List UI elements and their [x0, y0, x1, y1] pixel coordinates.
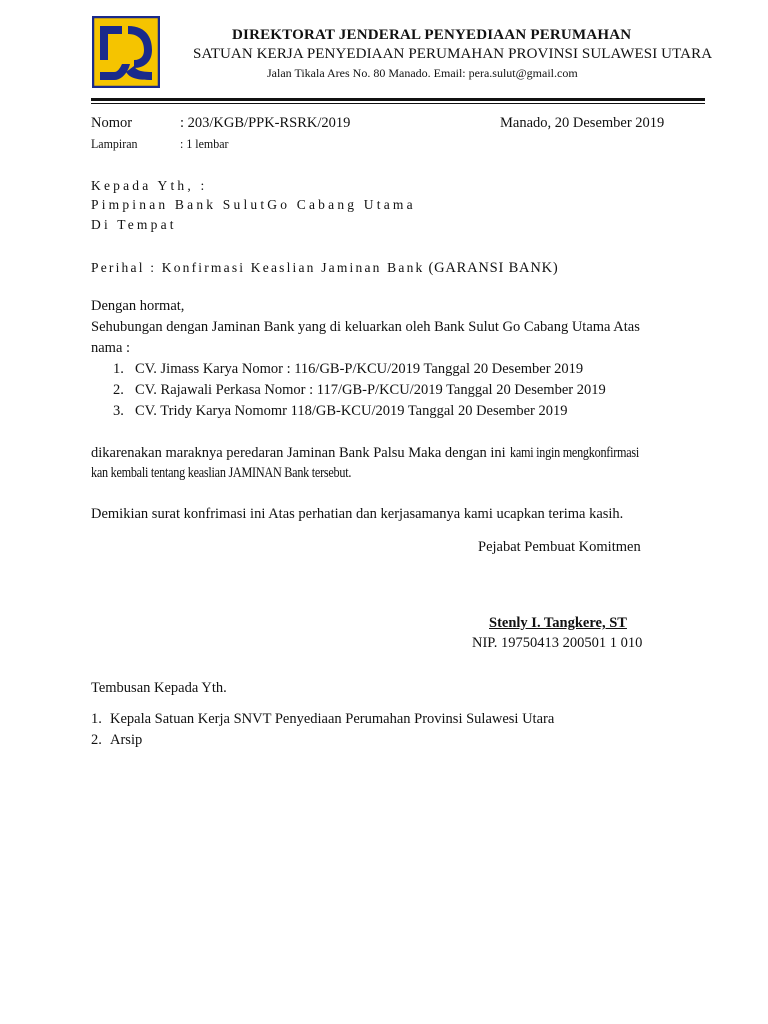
- greeting: Dengan hormat,: [91, 298, 185, 314]
- lampiran-value: : 1 lembar: [180, 136, 229, 151]
- intro-line-1: Sehubungan dengan Jaminan Bank yang di keluarkan oleh Bank Sulut Go Cabang Utama Atas: [91, 319, 640, 335]
- paragraph-2-line-2: kan kembali tentang keaslian JAMINAN Bank tersebut.: [91, 465, 352, 481]
- office-address: Jalan Tikala Ares No. 80 Manado. Email: pera.sulut@gmail.com: [267, 66, 578, 80]
- list-item: CV. Jimass Karya Nomor : 116/GB-P/KCU/2019 Tanggal 20 Desember 2019: [135, 361, 584, 377]
- recipient-salutation: Kepada Yth, :: [91, 178, 208, 193]
- intro-line-2: nama :: [91, 340, 131, 356]
- subject-suffix: (GARANSI BANK): [428, 260, 559, 276]
- cc-item-number: 1.: [91, 711, 102, 727]
- unit-name: SATUAN KERJA PENYEDIAAN PERUMAHAN PROVINSI SULAWESI UTARA: [193, 46, 713, 62]
- cc-item: Kepala Satuan Kerja SNVT Penyediaan Perumahan Provinsi Sulawesi Utara: [110, 711, 555, 727]
- list-item-number: 2.: [113, 382, 124, 398]
- letterhead-divider-thin: [91, 103, 705, 104]
- list-item-number: 3.: [113, 403, 124, 419]
- letterhead-divider-thick: [91, 98, 705, 101]
- signatory-nip: NIP. 19750413 200501 1 010: [472, 635, 643, 651]
- list-item: CV. Rajawali Perkasa Nomor : 117/GB-P/KCU/2019 Tanggal 20 Desember 2019: [135, 382, 606, 398]
- paragraph-2-line-1: [91, 444, 663, 462]
- signatory-title: Pejabat Pembuat Komitmen: [478, 539, 641, 555]
- recipient-place: Di Tempat: [91, 217, 177, 232]
- nomor-label: Nomor: [91, 115, 133, 131]
- paragraph-2-text-b: kami ingin mengkonfirmasi: [509, 445, 639, 461]
- subject-line: [91, 259, 559, 277]
- cc-item-number: 2.: [91, 732, 102, 748]
- nomor-value: : 203/KGB/PPK-RSRK/2019: [180, 115, 351, 131]
- paragraph-2-text-a: dikarenakan maraknya peredaran Jaminan Bank Palsu Maka dengan ini: [91, 445, 506, 461]
- subject-prefix: Perihal : Konfirmasi Keaslian Jaminan Bank: [91, 260, 425, 275]
- cc-item: Arsip: [110, 732, 143, 748]
- cc-heading: Tembusan Kepada Yth.: [91, 680, 227, 696]
- letter-date: Manado, 20 Desember 2019: [500, 115, 665, 131]
- org-title: DIREKTORAT JENDERAL PENYEDIAAN PERUMAHAN: [232, 27, 632, 43]
- list-item: CV. Tridy Karya Nomomr 118/GB-KCU/2019 Tanggal 20 Desember 2019: [135, 403, 568, 419]
- ministry-logo: [92, 16, 160, 88]
- list-item-number: 1.: [113, 361, 124, 377]
- signatory-name: Stenly I. Tangkere, ST: [489, 615, 627, 631]
- recipient-name: Pimpinan Bank SulutGo Cabang Utama: [91, 197, 416, 212]
- lampiran-label: Lampiran: [91, 136, 138, 151]
- closing-sentence: Demikian surat konfrimasi ini Atas perhatian dan kerjasamanya kami ucapkan terima kasih.: [91, 506, 624, 522]
